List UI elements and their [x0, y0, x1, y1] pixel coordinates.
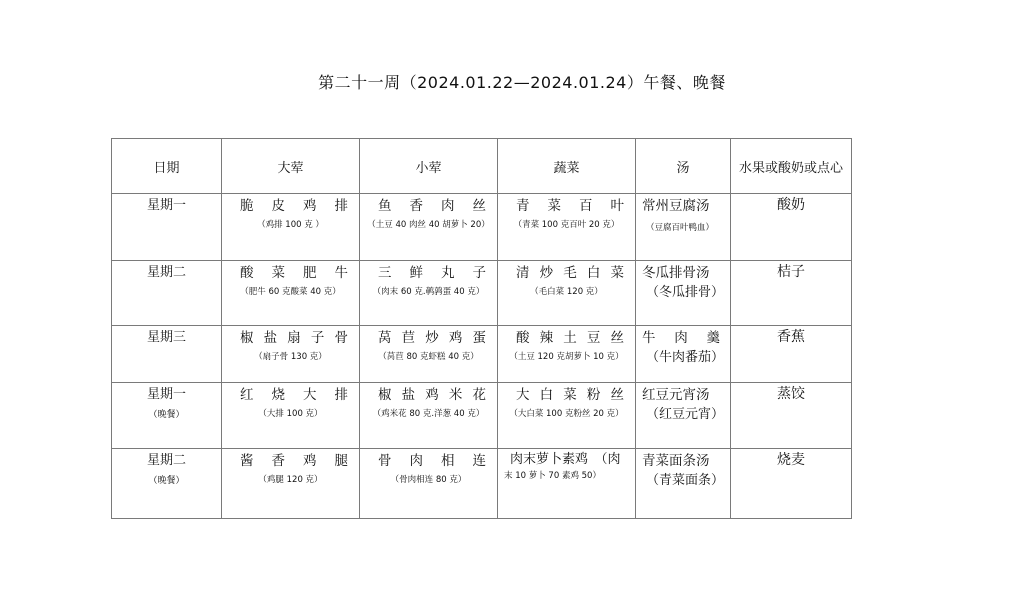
soup-name: 牛肉羹 [642, 330, 720, 346]
dish-name: 酸菜肥牛 [240, 265, 349, 281]
dish-name: 酸辣土豆丝 [516, 330, 625, 346]
soup-detail: （豆腐百叶鸭血） [646, 223, 715, 233]
day-label: 星期一 [146, 387, 186, 402]
fruit-cell: 酸奶 [731, 194, 852, 261]
dish-name: 椒盐扇子骨 [240, 330, 349, 346]
table-row [112, 449, 852, 519]
header-fruit: 水果或酸奶或点心 [731, 139, 852, 194]
header-small-meat: 小荤 [360, 139, 498, 194]
dish-detail: （大排 100 克） [258, 409, 323, 419]
dish-name: 大白菜粉丝 [516, 387, 625, 403]
soup-name: 红豆元宵汤 [642, 387, 710, 403]
soup-cell [636, 326, 731, 383]
table-row [112, 194, 852, 261]
dish-name: 青菜百叶 [516, 198, 625, 214]
dish-detail: （肉末 60 克.鹌鹑蛋 40 克） [372, 287, 485, 297]
dish-detail: （扇子骨 130 克） [254, 352, 327, 362]
dish-detail: （鸡米花 80 克.洋葱 40 克） [372, 409, 485, 419]
dish-name: 鱼香肉丝 [378, 198, 487, 214]
table-row [112, 326, 852, 383]
vegetable-cell [498, 261, 636, 326]
day-cell [112, 326, 222, 383]
dish-detail: （骨肉相连 80 克） [390, 475, 467, 485]
fruit-cell: 香蕉 [731, 326, 852, 383]
soup-detail: （青菜面条） [646, 473, 725, 488]
fruit-cell: 烧麦 [731, 449, 852, 519]
soup-detail: （红豆元宵） [646, 407, 725, 422]
dish-name: 红烧大排 [240, 387, 349, 403]
dish-name: 肉末萝卜素鸡 （肉 [510, 452, 621, 467]
soup-cell [636, 261, 731, 326]
fruit-cell: 蒸饺 [731, 383, 852, 449]
header-vegetable: 蔬菜 [498, 139, 636, 194]
day-cell [112, 449, 222, 519]
soup-name: 冬瓜排骨汤 [642, 265, 710, 281]
fruit-cell: 桔子 [731, 261, 852, 326]
big-meat-cell [222, 383, 360, 449]
big-meat-cell [222, 326, 360, 383]
small-meat-cell [360, 449, 498, 519]
soup-detail: （牛肉番茄） [646, 350, 725, 365]
dish-name: 骨肉相连 [378, 453, 487, 469]
table-row [112, 261, 852, 326]
soup-cell [636, 194, 731, 261]
dish-detail: （土豆 120 克胡萝卜 10 克） [509, 352, 624, 362]
dish-detail: （土豆 40 肉丝 40 胡萝卜 20） [367, 220, 490, 230]
day-cell [112, 383, 222, 449]
day-label: 星期一 [146, 198, 186, 213]
dish-detail: 末 10 萝卜 70 素鸡 50） [504, 471, 601, 481]
dish-detail: （鸡排 100 克 ） [257, 220, 324, 230]
dish-detail: （鸡腿 120 克） [258, 475, 323, 485]
small-meat-cell [360, 194, 498, 261]
big-meat-cell [222, 261, 360, 326]
vegetable-cell [498, 383, 636, 449]
header-soup: 汤 [636, 139, 731, 194]
day-cell [112, 261, 222, 326]
header-date: 日期 [112, 139, 222, 194]
dish-detail: （肥牛 60 克酸菜 40 克） [240, 287, 341, 297]
day-label: 星期二 [146, 453, 186, 468]
header-row [112, 139, 852, 194]
table-row [112, 383, 852, 449]
dish-detail: （莴苣 80 克虾糕 40 克） [378, 352, 479, 362]
vegetable-cell [498, 326, 636, 383]
dish-name: 三鲜丸子 [378, 265, 487, 281]
soup-name: 青菜面条汤 [642, 453, 710, 469]
day-sublabel: （晚餐） [148, 410, 185, 420]
soup-cell [636, 383, 731, 449]
day-sublabel: （晚餐） [148, 476, 185, 486]
day-label: 星期二 [146, 265, 186, 280]
dish-name: 酱香鸡腿 [240, 453, 349, 469]
dish-name: 清炒毛白菜 [516, 265, 625, 281]
small-meat-cell [360, 383, 498, 449]
dish-detail: （大白菜 100 克粉丝 20 克） [509, 409, 624, 419]
big-meat-cell [222, 194, 360, 261]
dish-detail: （青菜 100 克百叶 20 克） [513, 220, 620, 230]
dish-name: 椒盐鸡米花 [378, 387, 487, 403]
vegetable-cell [498, 194, 636, 261]
small-meat-cell [360, 261, 498, 326]
big-meat-cell [222, 449, 360, 519]
day-cell [112, 194, 222, 261]
dish-name: 莴苣炒鸡蛋 [378, 330, 487, 346]
soup-cell [636, 449, 731, 519]
dish-name: 脆皮鸡排 [240, 198, 349, 214]
dish-detail: （毛白菜 120 克） [530, 287, 603, 297]
vegetable-cell [498, 449, 636, 519]
soup-detail: （冬瓜排骨） [646, 285, 725, 300]
day-label: 星期三 [146, 330, 186, 345]
header-big-meat: 大荤 [222, 139, 360, 194]
menu-table [111, 138, 852, 519]
page-title: 第二十一周（2024.01.22—2024.01.24）午餐、晚餐 [318, 73, 726, 92]
soup-name: 常州豆腐汤 [642, 198, 710, 214]
small-meat-cell [360, 326, 498, 383]
